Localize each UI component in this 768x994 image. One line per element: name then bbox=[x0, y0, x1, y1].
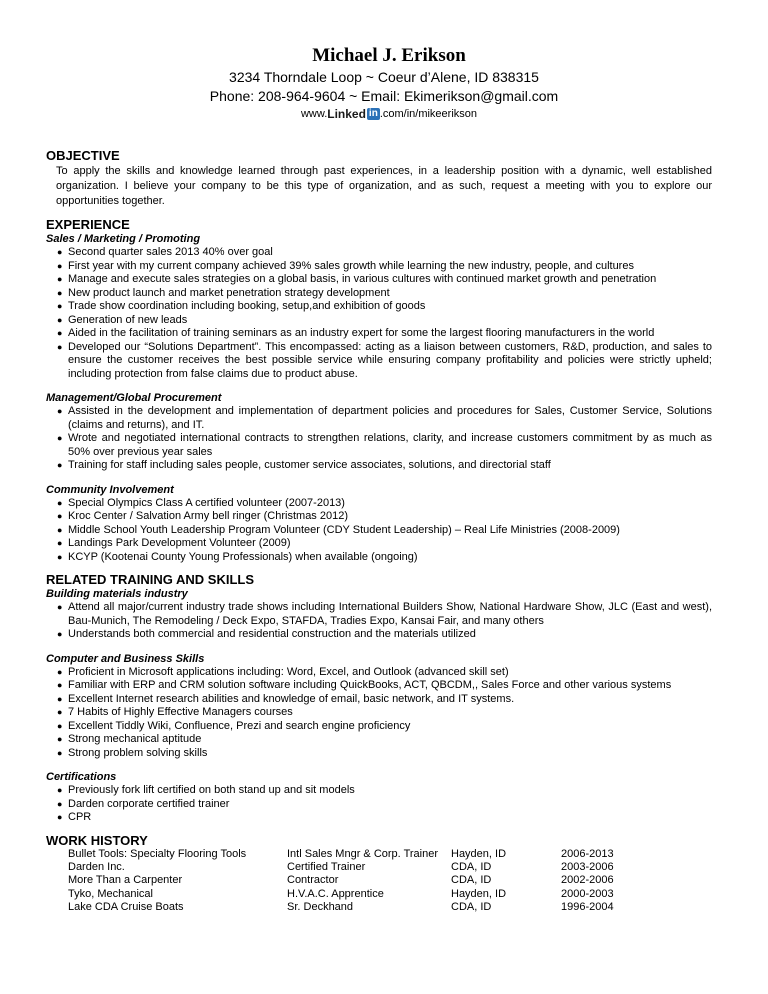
bullet-icon: ● bbox=[57, 707, 63, 717]
bullet-icon: ● bbox=[57, 693, 63, 704]
list-item bbox=[46, 601, 712, 628]
bullet-icon: ● bbox=[57, 551, 63, 562]
list-item bbox=[46, 733, 712, 747]
list-item bbox=[46, 432, 712, 459]
list-item bbox=[46, 510, 712, 524]
list-item bbox=[46, 459, 712, 473]
linkedin-logo-text: Linked bbox=[327, 107, 366, 121]
management-subheading: Management/Global Procurement bbox=[46, 392, 222, 404]
list-item-text: Manage and execute sales strategies on a global basis, in various cultures with continued market growth and penetration bbox=[68, 273, 657, 285]
objective-text: To apply the skills and knowledge learned through past experiences, in a leadership position with a dynamic, well established organization. I believe your company to be this type of organization, and as such, request a meeting with you to explore our opportunities together. bbox=[56, 165, 712, 207]
url-prefix: www. bbox=[300, 108, 328, 120]
list-item-text: Kroc Center / Salvation Army bell ringer (Christmas 2012) bbox=[68, 510, 348, 522]
bullet-icon: ● bbox=[57, 680, 63, 690]
bullet-icon: ● bbox=[57, 247, 63, 257]
building-subheading: Building materials industry bbox=[46, 588, 188, 600]
list-item-text: 7 Habits of Highly Effective Managers courses bbox=[68, 706, 293, 718]
list-item bbox=[46, 798, 712, 812]
community-list bbox=[46, 497, 712, 565]
list-item-text: Darden corporate certified trainer bbox=[68, 797, 230, 810]
list-item-text: Attend all major/current industry trade shows including International Builders Show, National Hardware Show, JLC (East and west), Bau-Munich, The Remodeling / Deck Expo, STAFDA, Tradies Expo, Kansai Fair, and many others bbox=[68, 601, 712, 627]
table-row bbox=[68, 888, 641, 901]
community-subheading: Community Involvement bbox=[46, 483, 174, 496]
list-item bbox=[46, 666, 712, 680]
computer-list bbox=[46, 666, 712, 761]
bullet-icon: ● bbox=[57, 666, 63, 677]
list-item-text: Second quarter sales 2013 40% over goal bbox=[68, 246, 273, 258]
bullet-icon: ● bbox=[57, 260, 63, 271]
certifications-list bbox=[46, 784, 712, 825]
list-item-text: Excellent Tiddly Wiki, Confluence, Prezi and search engine proficiency bbox=[68, 719, 411, 732]
bullet-icon: ● bbox=[57, 798, 63, 809]
list-item bbox=[46, 246, 712, 260]
work-history-table bbox=[68, 848, 641, 915]
list-item bbox=[46, 524, 712, 538]
bullet-icon: ● bbox=[57, 524, 63, 535]
list-item-text: Special Olympics Class A certified volunteer (2007-2013) bbox=[68, 496, 345, 509]
certifications-subheading: Certifications bbox=[46, 771, 117, 783]
bullet-icon: ● bbox=[57, 328, 63, 338]
bullet-icon: ● bbox=[57, 812, 63, 822]
bullet-icon: ● bbox=[57, 406, 63, 416]
list-item-text: Middle School Youth Leadership Program Volunteer (CDY Student Leadership) – Real Life Ministries (2008-2009) bbox=[68, 523, 620, 536]
list-item bbox=[46, 327, 712, 341]
employer-cell: Bullet Tools: Specialty Flooring Tools bbox=[68, 847, 247, 860]
address-line: 3234 Thorndale Loop ~ Coeur d’Alene, ID 838315 bbox=[229, 69, 539, 85]
list-item-text: Trade show coordination including booking, setup,and exhibition of goods bbox=[68, 300, 426, 312]
linkedin-logo-box: in bbox=[368, 108, 378, 119]
list-item-text: Landings Park Development Volunteer (2009) bbox=[68, 537, 291, 549]
list-item bbox=[46, 341, 712, 382]
linkedin-logo-icon bbox=[327, 106, 380, 122]
location-cell: CDA, ID bbox=[451, 874, 492, 887]
list-item-text: Wrote and negotiated international contracts to strengthen relations, clarity, and increase customers commitment by as much as 50% over previous year sales bbox=[68, 432, 712, 458]
list-item bbox=[46, 497, 712, 511]
table-row bbox=[68, 861, 641, 874]
experience-heading: EXPERIENCE bbox=[46, 217, 130, 232]
bullet-icon: ● bbox=[57, 274, 63, 284]
objective-heading: OBJECTIVE bbox=[46, 148, 120, 163]
position-cell: H.V.A.C. Apprentice bbox=[287, 887, 384, 900]
list-item bbox=[46, 706, 712, 720]
computer-subheading: Computer and Business Skills bbox=[46, 652, 205, 665]
list-item-text: Generation of new leads bbox=[68, 313, 188, 326]
position-cell: Intl Sales Mngr & Corp. Trainer bbox=[287, 847, 439, 860]
list-item-text: Strong mechanical aptitude bbox=[68, 733, 202, 745]
bullet-icon: ● bbox=[57, 747, 63, 758]
bullet-icon: ● bbox=[57, 287, 63, 298]
list-item-text: CPR bbox=[68, 811, 92, 823]
list-item bbox=[46, 314, 712, 328]
dates-cell: 2006-2013 bbox=[561, 847, 614, 860]
bullet-icon: ● bbox=[57, 460, 63, 470]
training-heading: RELATED TRAINING AND SKILLS bbox=[46, 572, 254, 587]
list-item bbox=[46, 287, 712, 301]
list-item bbox=[46, 679, 712, 693]
employer-cell: Darden Inc. bbox=[68, 860, 125, 873]
list-item-text: Familiar with ERP and CRM solution software including QuickBooks, ACT, QBCDM,, Sales Force and other various systems bbox=[68, 679, 672, 691]
list-item-text: Understands both commercial and residential construction and the materials utilized bbox=[68, 628, 476, 640]
employer-cell: Tyko, Mechanical bbox=[68, 887, 153, 900]
management-list bbox=[46, 405, 712, 473]
list-item-text: Training for staff including sales people, customer service associates, solutions, and directorial staff bbox=[68, 459, 551, 471]
list-item-text: Strong problem solving skills bbox=[68, 746, 208, 759]
bullet-icon: ● bbox=[57, 734, 63, 744]
position-cell: Certified Trainer bbox=[287, 860, 366, 873]
location-cell: CDA, ID bbox=[451, 860, 492, 873]
url-suffix: .com/in/mikeerikson bbox=[379, 108, 478, 120]
dates-cell: 2003-2006 bbox=[561, 860, 614, 873]
list-item-text: Developed our “Solutions Department”. This encompassed: acting as a liaison between customers, R&D, production, and sales to ensure the customer receives the best possible service while ensuring company profitability and policies were strictly upheld; including protection from false claims due to product abuse. bbox=[68, 340, 712, 380]
dates-cell: 2000-2003 bbox=[561, 887, 614, 900]
location-cell: CDA, ID bbox=[451, 901, 492, 914]
location-cell: Hayden, ID bbox=[451, 887, 507, 900]
list-item-text: Assisted in the development and implementation of department policies and procedures for Sales, Customer Service, Solutions (claims and returns), and IT. bbox=[68, 405, 712, 431]
list-item bbox=[46, 628, 712, 642]
list-item-text: Previously fork lift certified on both stand up and sit models bbox=[68, 784, 355, 796]
list-item-text: Proficient in Microsoft applications including: Word, Excel, and Outlook (advanced skill set) bbox=[68, 665, 509, 678]
building-list bbox=[46, 601, 712, 642]
sales-list bbox=[46, 246, 712, 381]
list-item bbox=[46, 537, 712, 551]
bullet-icon: ● bbox=[57, 511, 63, 521]
list-item-text: KCYP (Kootenai County Young Professionals) when available (ongoing) bbox=[68, 550, 418, 563]
list-item bbox=[46, 784, 712, 798]
employer-cell: Lake CDA Cruise Boats bbox=[68, 901, 184, 914]
linkedin-url[interactable] bbox=[10, 106, 768, 122]
dates-cell: 1996-2004 bbox=[561, 901, 614, 914]
table-row bbox=[68, 901, 641, 914]
bullet-icon: ● bbox=[57, 538, 63, 548]
bullet-icon: ● bbox=[57, 785, 63, 795]
position-cell: Contractor bbox=[287, 874, 339, 887]
list-item bbox=[46, 405, 712, 432]
work-history-heading: WORK HISTORY bbox=[46, 832, 148, 848]
list-item bbox=[46, 300, 712, 314]
sales-subheading: Sales / Marketing / Promoting bbox=[46, 233, 201, 245]
candidate-name: Michael J. Erikson bbox=[312, 45, 466, 66]
resume-body bbox=[46, 148, 712, 915]
bullet-icon: ● bbox=[57, 602, 63, 612]
list-item bbox=[46, 260, 712, 274]
bullet-icon: ● bbox=[57, 341, 63, 352]
position-cell: Sr. Deckhand bbox=[287, 901, 354, 914]
location-cell: Hayden, ID bbox=[451, 847, 507, 860]
list-item-text: Aided in the facilitation of training seminars as an industry expert for some the largest flooring manufacturers in the world bbox=[68, 327, 655, 339]
table-row bbox=[68, 874, 641, 887]
bullet-icon: ● bbox=[57, 720, 63, 731]
contact-line: Phone: 208-964-9604 ~ Email: Ekimerikson@gmail.com bbox=[209, 88, 559, 104]
resume-header bbox=[0, 44, 768, 122]
list-item bbox=[46, 693, 712, 707]
bullet-icon: ● bbox=[57, 497, 63, 508]
list-item bbox=[46, 551, 712, 565]
dates-cell: 2002-2006 bbox=[561, 874, 614, 887]
bullet-icon: ● bbox=[57, 629, 63, 639]
list-item bbox=[46, 747, 712, 761]
list-item-text: Excellent Internet research abilities and knowledge of email, basic network, and IT systems. bbox=[68, 692, 515, 705]
bullet-icon: ● bbox=[57, 433, 63, 443]
list-item bbox=[46, 720, 712, 734]
list-item-text: First year with my current company achieved 39% sales growth while learning the new industry, people, and cultures bbox=[68, 259, 634, 272]
employer-cell: More Than a Carpenter bbox=[68, 874, 183, 887]
bullet-icon: ● bbox=[57, 314, 63, 325]
list-item bbox=[46, 811, 712, 825]
bullet-icon: ● bbox=[57, 301, 63, 311]
list-item-text: New product launch and market penetration strategy development bbox=[68, 286, 390, 299]
table-row bbox=[68, 848, 641, 861]
list-item bbox=[46, 273, 712, 287]
